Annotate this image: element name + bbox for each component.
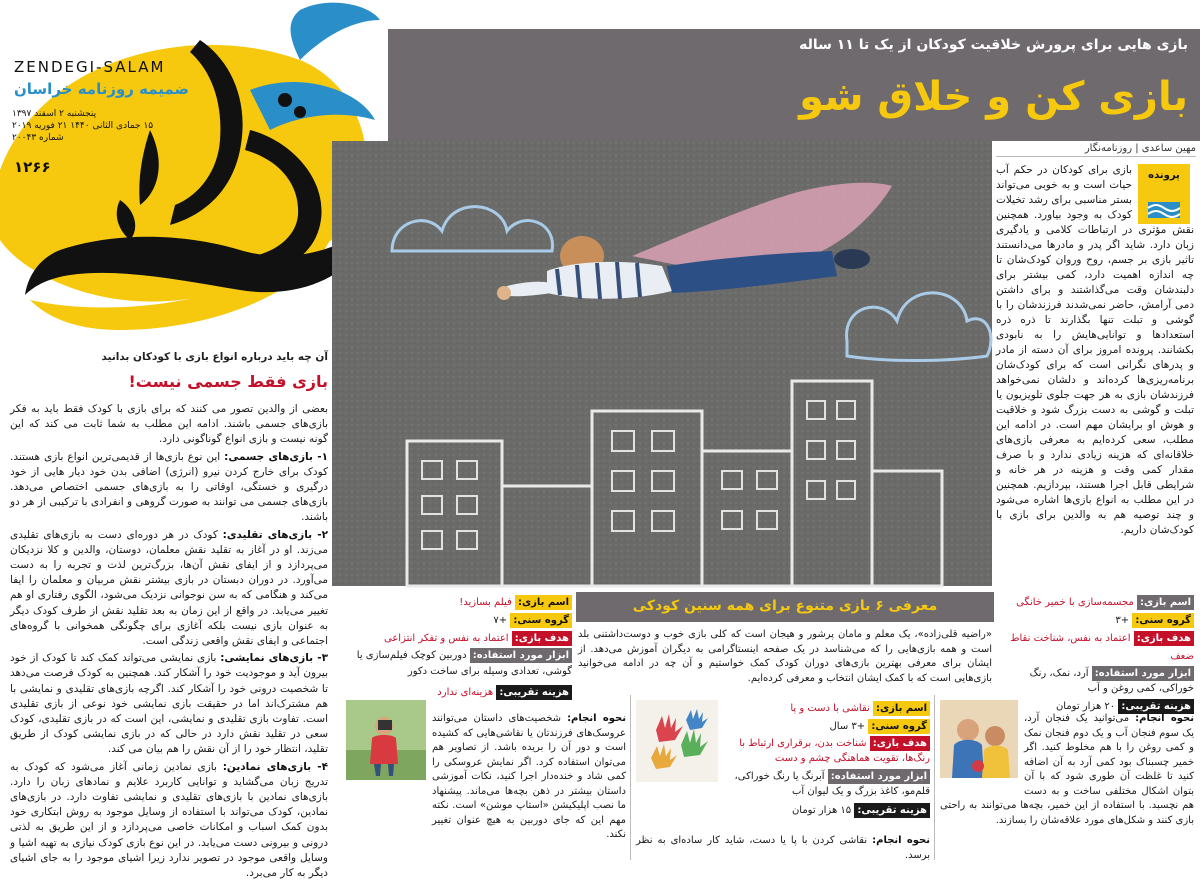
label-cost: هزینه تقریبی:: [1118, 699, 1194, 714]
games-banner-title: معرفی ۶ بازی متنوع برای همه سنین کودکی: [632, 598, 938, 614]
section-2-label: ۲- بازی‌های تقلیدی:: [222, 528, 328, 541]
issue-dates: [12, 108, 162, 144]
section-1-text: این نوع بازی‌ها از قدیمی‌ترین انواع بازی هستند. کودک برای خارج کردن نیرو (انرژی) اضافی بدن خود دیار هایی از خود درگیری و خستگی، اوقاتی را به بازی‌های جسمی اختصاص می‌دهد. بازی‌های جسمی می توانند به صورت گروهی و انفرادی با ترکیبی از هر دو باشند.: [10, 450, 328, 524]
game-3-cost: هزینه‌ای ندارد: [437, 687, 494, 698]
child-camera-image: [346, 700, 426, 780]
game-3-tools: دوربین کوچک فیلم‌سازی یا گوشی، تعدادی وسیله برای ساخت دکور: [356, 650, 572, 677]
hero-photo: [332, 141, 992, 586]
section-3-label: ۳- بازی‌های نمایشی:: [220, 652, 328, 665]
label-name-3: اسم بازی:: [515, 595, 572, 610]
game-2-howto-text: نقاشی کردن با پا یا دست، شاید کار ساده‌ای به نظر برسد.: [636, 835, 930, 861]
story-headline: بازی کن و خلاق شو: [799, 74, 1188, 120]
waves-icon: [1148, 202, 1180, 218]
game-3-howto-text: شخصیت‌های داستان می‌توانند عروسک‌های فرزندتان یا نقاشی‌هایی که کشیده است و دور آن را بریده باشد. از تصاویر هم می‌توان استفاده کرد. اگر نمایش عروسکی را کمی شاد و خنده‌دار اجرا کنید، نکات آموزشی داستان بیشتر در ذهن بچه‌ها می‌ماند. پیشنهاد ما نصب اپلیکیشن «استاپ موشن» است. نکته مهم این که جای دوربین به هیچ عنوان تغییر نکند.: [432, 713, 626, 840]
game-card-2: [722, 700, 930, 820]
game-card-1: [996, 594, 1194, 716]
handprints-image: [636, 700, 718, 782]
game-2-name: نقاشی با دست و پا: [790, 703, 870, 714]
game-1-age: +۳: [1115, 615, 1130, 626]
game-3-name: فیلم بسازید!: [459, 597, 512, 608]
header-band: [388, 29, 1200, 141]
label-howto-3: نحوه انجام:: [567, 713, 626, 724]
section-1-label: ۱- بازی‌های جسمی:: [224, 450, 328, 463]
label-tools-3: ابزار مورد استفاده:: [470, 648, 572, 663]
game-2-howto: [636, 834, 930, 860]
games-banner: [576, 592, 994, 622]
label-cost-2: هزینه تقریبی:: [854, 803, 930, 818]
label-howto: نحوه انجام:: [1135, 713, 1195, 724]
game-1-howto-text: می‌توانید یک فنجان آرد، یک سوم فنجان آب و یک دوم فنجان نمک و کمی روغن را با هم مخلوط کنید. اگر خمیر چسبناک بود کمی آرد به آن اضافه کنید تا غلظت آن طوری شود که با آن بتوان اشکال مختلفی ساخت و به دست هم نچسبد. با استفاده از این خمیر، بچه‌ها می‌توانند به راحتی بازی کنند و شکل‌های مورد علاقه‌شان را بسازند.: [940, 713, 1194, 826]
left-intro: بعضی از والدین تصور می کنند که برای بازی با کودک فقط باید به فکر بازی‌های جسمی باشند. ادامه این مطلب به شما ثابت می کند که این گونه نیست و بازی انواع گوناگونی دارد.: [10, 403, 328, 446]
left-section-1: [10, 450, 328, 526]
game-3-age: +۷: [493, 615, 508, 626]
label-howto-2: نحوه انجام:: [872, 835, 930, 846]
game-2-goal: شناخت بدن، برقراری ارتباط با رنگ‌ها، تقویت هماهنگی چشم و دست: [739, 738, 930, 764]
label-age: گروه سنی:: [1132, 613, 1194, 628]
label-name: اسم بازی:: [1137, 595, 1194, 610]
section-4-text: بازی نمادین زمانی آغاز می‌شود که کودک به تدریج زبان می‌گشاید و توانایی کاربرد علایم و نمادهای زبان را دارد. بازی‌های نمادین با بازی‌های تقلیدی و نمایشی تفاوت دارد. در بازی‌های نمادین، کودک می‌تواند با استفاده از وسایل موجود به روش ابتکاری خود بدون کمک اسباب و امکانات خاصی می‌پردازد و از این طریق به لذتی درونی و بیرونی دست می‌یابد. در این نوع بازی کودک نیازی به تهیه اشیا و وسایل واقعی موجود در تصویر ندارد زیرا اشیای موجود را به جای اشیای دیگر به کار می‌برد.: [10, 760, 328, 880]
game-1-goal: اعتماد به نفس، شناخت نقاط ضعف: [1010, 633, 1194, 662]
date-line-2: ۱۵ جمادی الثانی ۱۴۴۰ ۲۱ فوریه ۲۰۱۹: [12, 121, 154, 131]
section-4-label: ۴- بازی‌های نمادین:: [222, 760, 328, 773]
chalk-drawing: [332, 141, 992, 586]
date-line-1: پنجشنبه ۲ اسفند ۱۳۹۷: [12, 109, 97, 119]
game-2-tools: آبرنگ یا رنگ خوراکی، قلم‌مو، کاغذ بزرگ و یک لیوان آب: [734, 771, 930, 797]
section-3-text: بازی نمایشی می‌تواند کمک کند تا کودک از خود بیرون آید و موجودیت خود را آشکار کند. همچنین به کودک فرصت می‌دهد تا شخصیت درونی خود را آشکار کند. اگرچه بازی‌های تقلیدی و نمایشی با هم مشترک‌اند اما در حقیقت بازی نمایشی خود نوعی از بازی تقلیدی است. تفاوت بازی تقلیدی و نمایشی، این است که در بازی تقلیدی، کودک سعی در تقلید نقش دارد در حالی که در بازی نمایشی کودک از طریق تقلید، انتظار خود را از آن نقش را هم بیان می کند.: [10, 652, 328, 756]
game-card-3: [338, 594, 572, 702]
issue-number: ۱۲۶۶: [14, 158, 51, 176]
game-3-goal: اعتماد به نفس و تفکر انتزاعی: [384, 633, 509, 644]
label-tools-2: ابزار مورد استفاده:: [828, 769, 930, 784]
label-goal-3: هدف بازی:: [512, 631, 572, 646]
game-2-age: +۳ سال: [829, 721, 866, 732]
section-2-text: کودک در هر دوره‌ای دست به بازی‌های تقلیدی می‌زند. او در آغاز به تقلید نقش معلمان، دوستان، والدین و کلا نزدیکان می‌پردازد و از ایفای نقش آن‌ها، بزرگ‌ترین لذت و تجربه را به دست می‌آورد. در دوران دبستان در بازی بیشتر نقش مربیان و معلمان را ایفا می‌کند و هنگامی که به سن نوجوانی نزدیک می‌شود، الگوی رفتاری او هم تغییر می‌یابد. در واقع از این زمان به بعد تقلید نقش از طرف کودک دیگر به عنوان بازی نیست بلکه آغازی برای چگونگی همخوانی با گروه‌های اجتماعی و ایفای نقش واقعی زندگی است.: [10, 528, 328, 648]
dossier-badge: [1138, 164, 1190, 224]
games-intro: «راضیه قلی‌زاده»، یک معلم و مامان پرشور و هیجان است که کلی بازی خوب و دوست‌داشتنی بلد است و همه بازی‌هایی را که می‌شناسد در یک صفحه اینستاگرامی به دیگران آموزش می‌دهد. از ایشان برای معرفی بهترین بازی‌های دوران کودک کمک خواستیم و آن چه در ادامه می‌خوانید بازی‌هایی است که با کمک ایشان انتخاب و معرفی کرده‌ایم.: [578, 629, 992, 684]
brand-persian: ضمیمه روزنامه خراسان: [14, 80, 189, 98]
game-2-photo: [636, 700, 718, 782]
masthead: [0, 0, 388, 340]
label-tools: ابزار مورد استفاده:: [1092, 666, 1194, 681]
left-kicker: آن چه باید درباره انواع بازی با کودکان بدانید: [101, 351, 328, 363]
label-goal-2: هدف بازی:: [870, 736, 930, 751]
left-section-4: [10, 760, 328, 881]
label-age-2: گروه سنی:: [868, 719, 930, 734]
brand-latin: ZENDEGI-SALAM: [14, 58, 166, 76]
left-article: [10, 402, 328, 880]
label-goal: هدف بازی:: [1134, 631, 1194, 646]
label-name-2: اسم بازی:: [873, 701, 930, 716]
masthead-logo: [0, 0, 388, 340]
left-section-3: [10, 651, 328, 757]
label-age-3: گروه سنی:: [510, 613, 572, 628]
date-line-3: شماره ۲۰۰۴۳: [12, 133, 64, 143]
story-body: [996, 163, 1194, 583]
game-1-howto: [940, 712, 1194, 860]
dossier-label: پرونده: [1148, 170, 1180, 181]
left-section-2: [10, 528, 328, 650]
game-1-tools: آرد، نمک، رنگ خوراکی، کمی روغن و آب: [1029, 668, 1194, 694]
game-2-cost: ۱۵ هزار تومان: [791, 805, 852, 816]
byline: مهین ساعدی | روزنامه‌نگار: [996, 143, 1196, 157]
left-title: بازی فقط جسمی نیست!: [128, 372, 328, 391]
story-kicker: بازی هایی برای پرورش خلاقیت کودکان از یک تا ۱۱ ساله: [799, 37, 1188, 53]
game-3-photo: [346, 700, 426, 780]
label-cost-3: هزینه تقریبی:: [496, 685, 572, 700]
game-1-cost: ۲۰ هزار تومان: [1055, 701, 1116, 712]
game-1-name: مجسمه‌سازی با خمیر خانگی: [1016, 597, 1134, 608]
game-3-howto: [432, 712, 626, 840]
story-body-text: بازی برای کودکان در حکم آب حیات است و به خوبی می‌تواند بستر مناسبی برای رشد تخیلات کودک به وجود بیاورد. همچنین نقش مؤثری در ارتباطات کلامی و یادگیری زبان دارد. شاید اگر پدر و مادرها می‌دانستند تاثیر بازی بر جسم، روح وروان کودک‌شان تا چه اندازه اهمیت دارد، کمی بیشتر برای دلبندشان وقت می‌گذاشتند و برای داشتن دمی آرامش، حاضر نمی‌شدند فرزندشان را با گوشی و تبلت تنها بگذارند تا ذره ذره استعدادها و توانایی‌هایش را به نابودی بکشانند. پرونده امروز برای آن دسته از مادر و پدرهای نگرانی است که برای کودک‌شان برنامه‌ریزی‌ها کرده‌اند و دلشان نمی‌خواهد فرزندشان بازی به هر جهت جلوی تلویزیون یا تبلت و گوشی به دست بزرگ شود و خلاقیت و هوش او برایشان مهم است. در ادامه این مطلب، سعی کرده‌ایم به معرفی بازی‌های خلاقانه‌ای که هزینه زیادی ندارد و با صرف مقدار کمی وقت و هزینه در هر خانه و شرایطی قابل اجرا هستند، بپردازیم. همچنین در این مطلب به انواع بازی‌ها اشاره می‌شود و چند توصیه هم به والدین برای بازی با کودک‌شان داریم.: [996, 164, 1194, 536]
